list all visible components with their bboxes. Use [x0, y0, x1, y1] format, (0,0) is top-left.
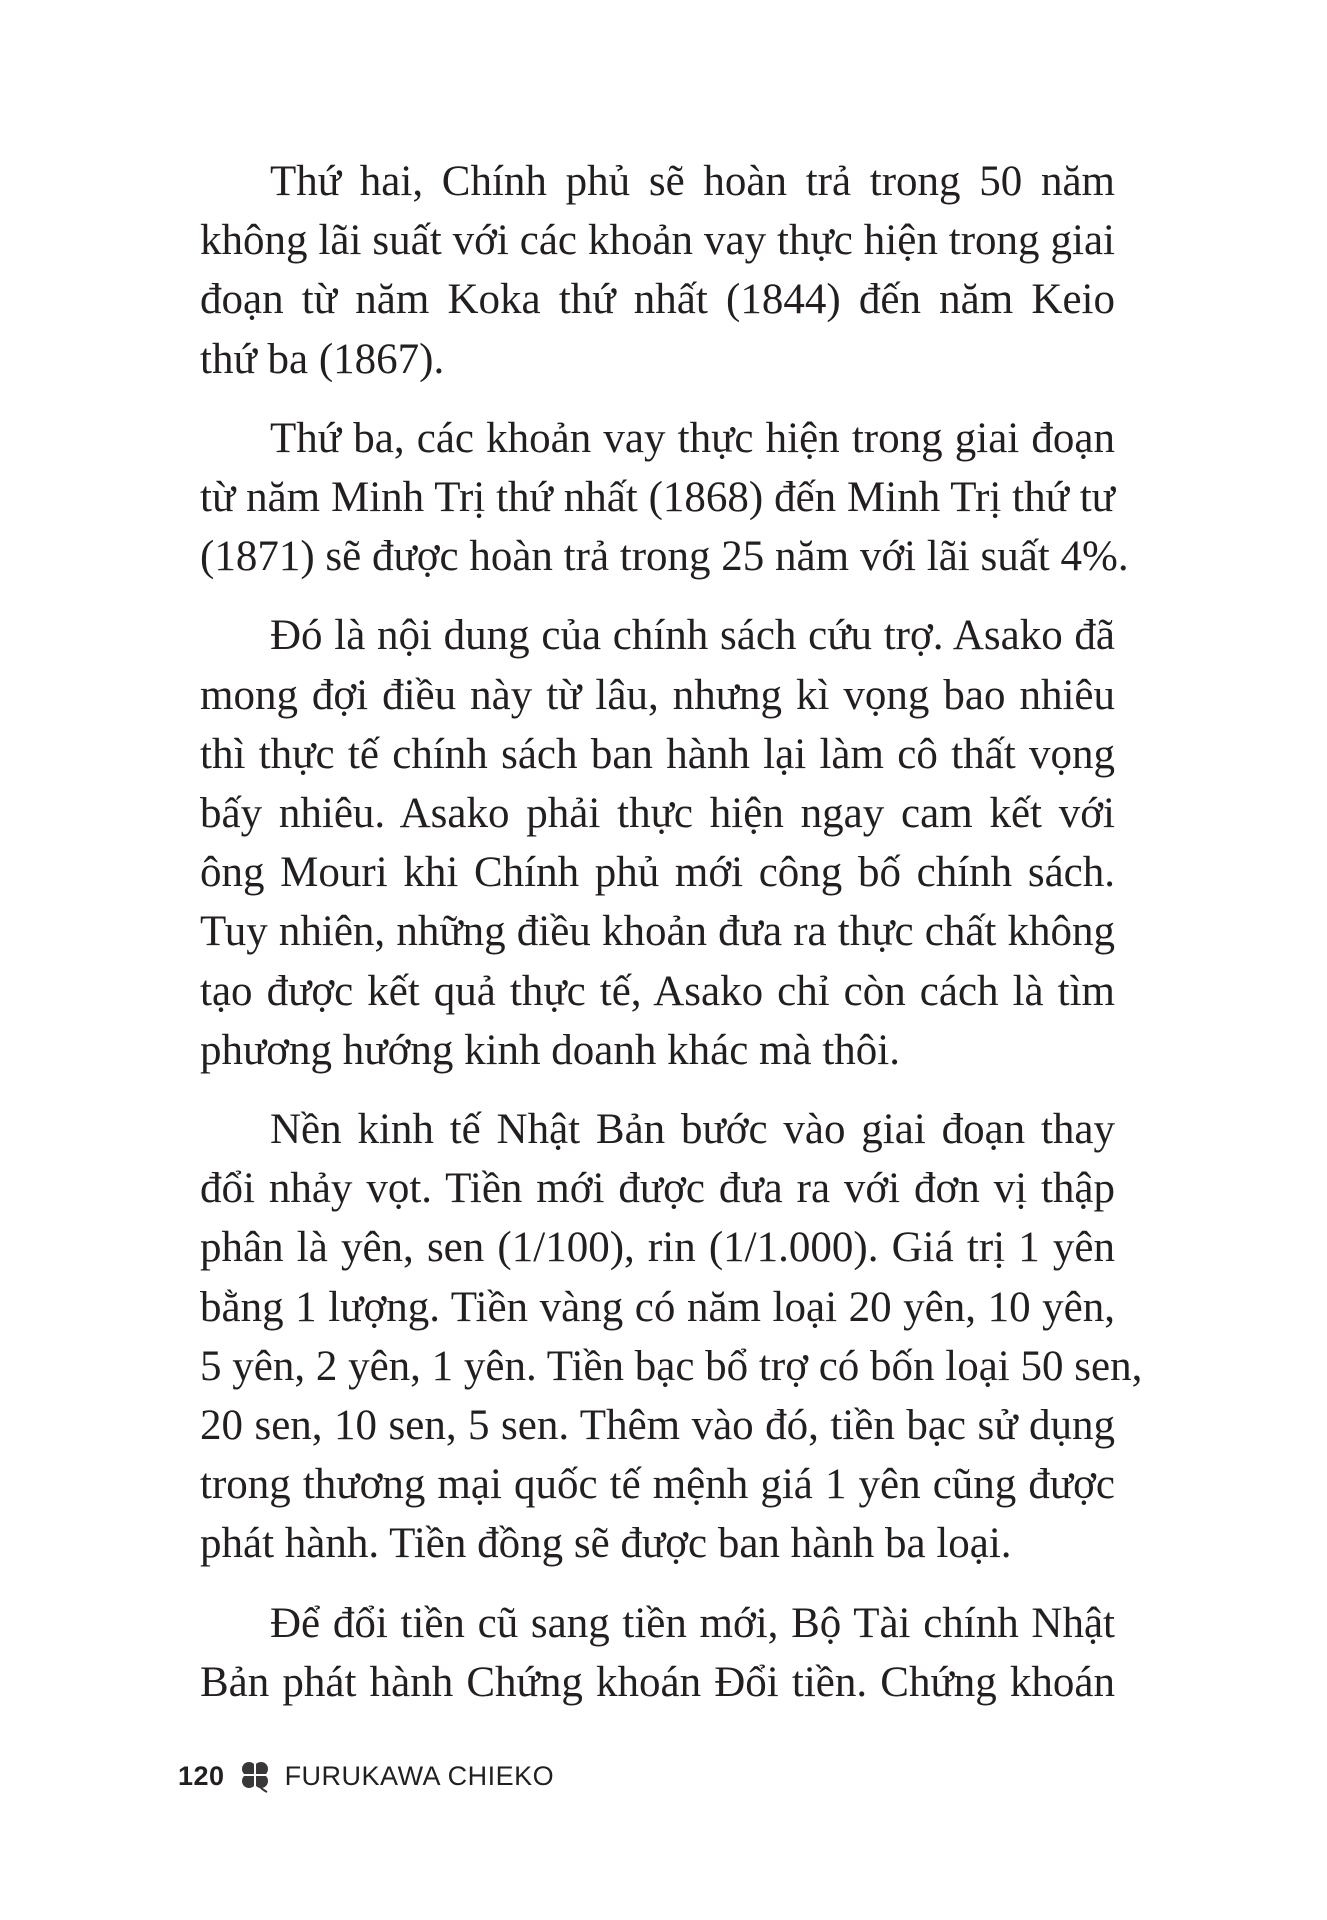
text-line: Thứ hai, Chính phủ sẽ hoàn trả trong 50 năm: [270, 158, 1115, 205]
text-line: đoạn từ năm Koka thứ nhất (1844) đến năm Keio: [200, 276, 1115, 324]
text-line: ông Mouri khi Chính phủ mới công bố chính sách.: [200, 849, 1115, 897]
paragraph: [200, 409, 1129, 587]
page-body: [200, 152, 1143, 1732]
text-line: từ năm Minh Trị thứ nhất (1868) đến Minh Trị thứ tư: [200, 474, 1115, 522]
text-line: không lãi suất với các khoản vay thực hiện trong giai: [200, 217, 1115, 265]
text-line: thì thực tế chính sách ban hành lại làm cô thất vọng: [200, 730, 1115, 778]
text-line: phát hành. Tiền đồng sẽ được ban hành ba loại.: [200, 1520, 1012, 1568]
text-line: thứ ba (1867).: [200, 335, 445, 383]
paragraph: [200, 1594, 1115, 1712]
text-line: tạo được kết quả thực tế, Asako chỉ còn cách là tìm: [200, 967, 1115, 1015]
text-line: Bản phát hành Chứng khoán Đổi tiền. Chứng khoán: [200, 1658, 1115, 1706]
text-line: 5 yên, 2 yên, 1 yên. Tiền bạc bổ trợ có bốn loại 50 sen,: [200, 1342, 1143, 1390]
text-line: bằng 1 lượng. Tiền vàng có năm loại 20 yên, 10 yên,: [200, 1283, 1115, 1331]
text-line: 20 sen, 10 sen, 5 sen. Thêm vào đó, tiền bạc sử dụng: [200, 1402, 1115, 1450]
page-number: 120: [178, 1760, 225, 1791]
text-line: (1871) sẽ được hoàn trả trong 25 năm với lãi suất 4%.: [200, 533, 1129, 581]
text-line: Tuy nhiên, những điều khoản đưa ra thực chất không: [200, 908, 1115, 956]
clover-icon: [237, 1758, 273, 1794]
text-line: phương hướng kinh doanh khác mà thôi.: [200, 1026, 900, 1074]
paragraph: [200, 606, 1115, 1080]
text-line: Để đổi tiền cũ sang tiền mới, Bộ Tài chính Nhật: [270, 1599, 1115, 1647]
text-line: Nền kinh tế Nhật Bản bước vào giai đoạn thay: [270, 1106, 1115, 1154]
text-line: phân là yên, sen (1/100), rin (1/1.000). Giá trị 1 yên: [200, 1224, 1115, 1272]
text-line: trong thương mại quốc tế mệnh giá 1 yên cũng được: [200, 1461, 1115, 1509]
text-line: Thứ ba, các khoản vay thực hiện trong giai đoạn: [270, 414, 1115, 462]
text-line: đổi nhảy vọt. Tiền mới được đưa ra với đơn vị thập: [200, 1165, 1115, 1213]
page-footer: [178, 1756, 554, 1796]
author-name: FURUKAWA CHIEKO: [284, 1760, 555, 1791]
paragraph: [200, 1100, 1143, 1574]
paragraph: [200, 152, 1115, 389]
text-line: mong đợi điều này từ lâu, nhưng kì vọng bao nhiêu: [200, 671, 1115, 719]
text-line: Đó là nội dung của chính sách cứu trợ. Asako đã: [270, 612, 1115, 660]
text-line: bấy nhiêu. Asako phải thực hiện ngay cam kết với: [200, 790, 1115, 838]
